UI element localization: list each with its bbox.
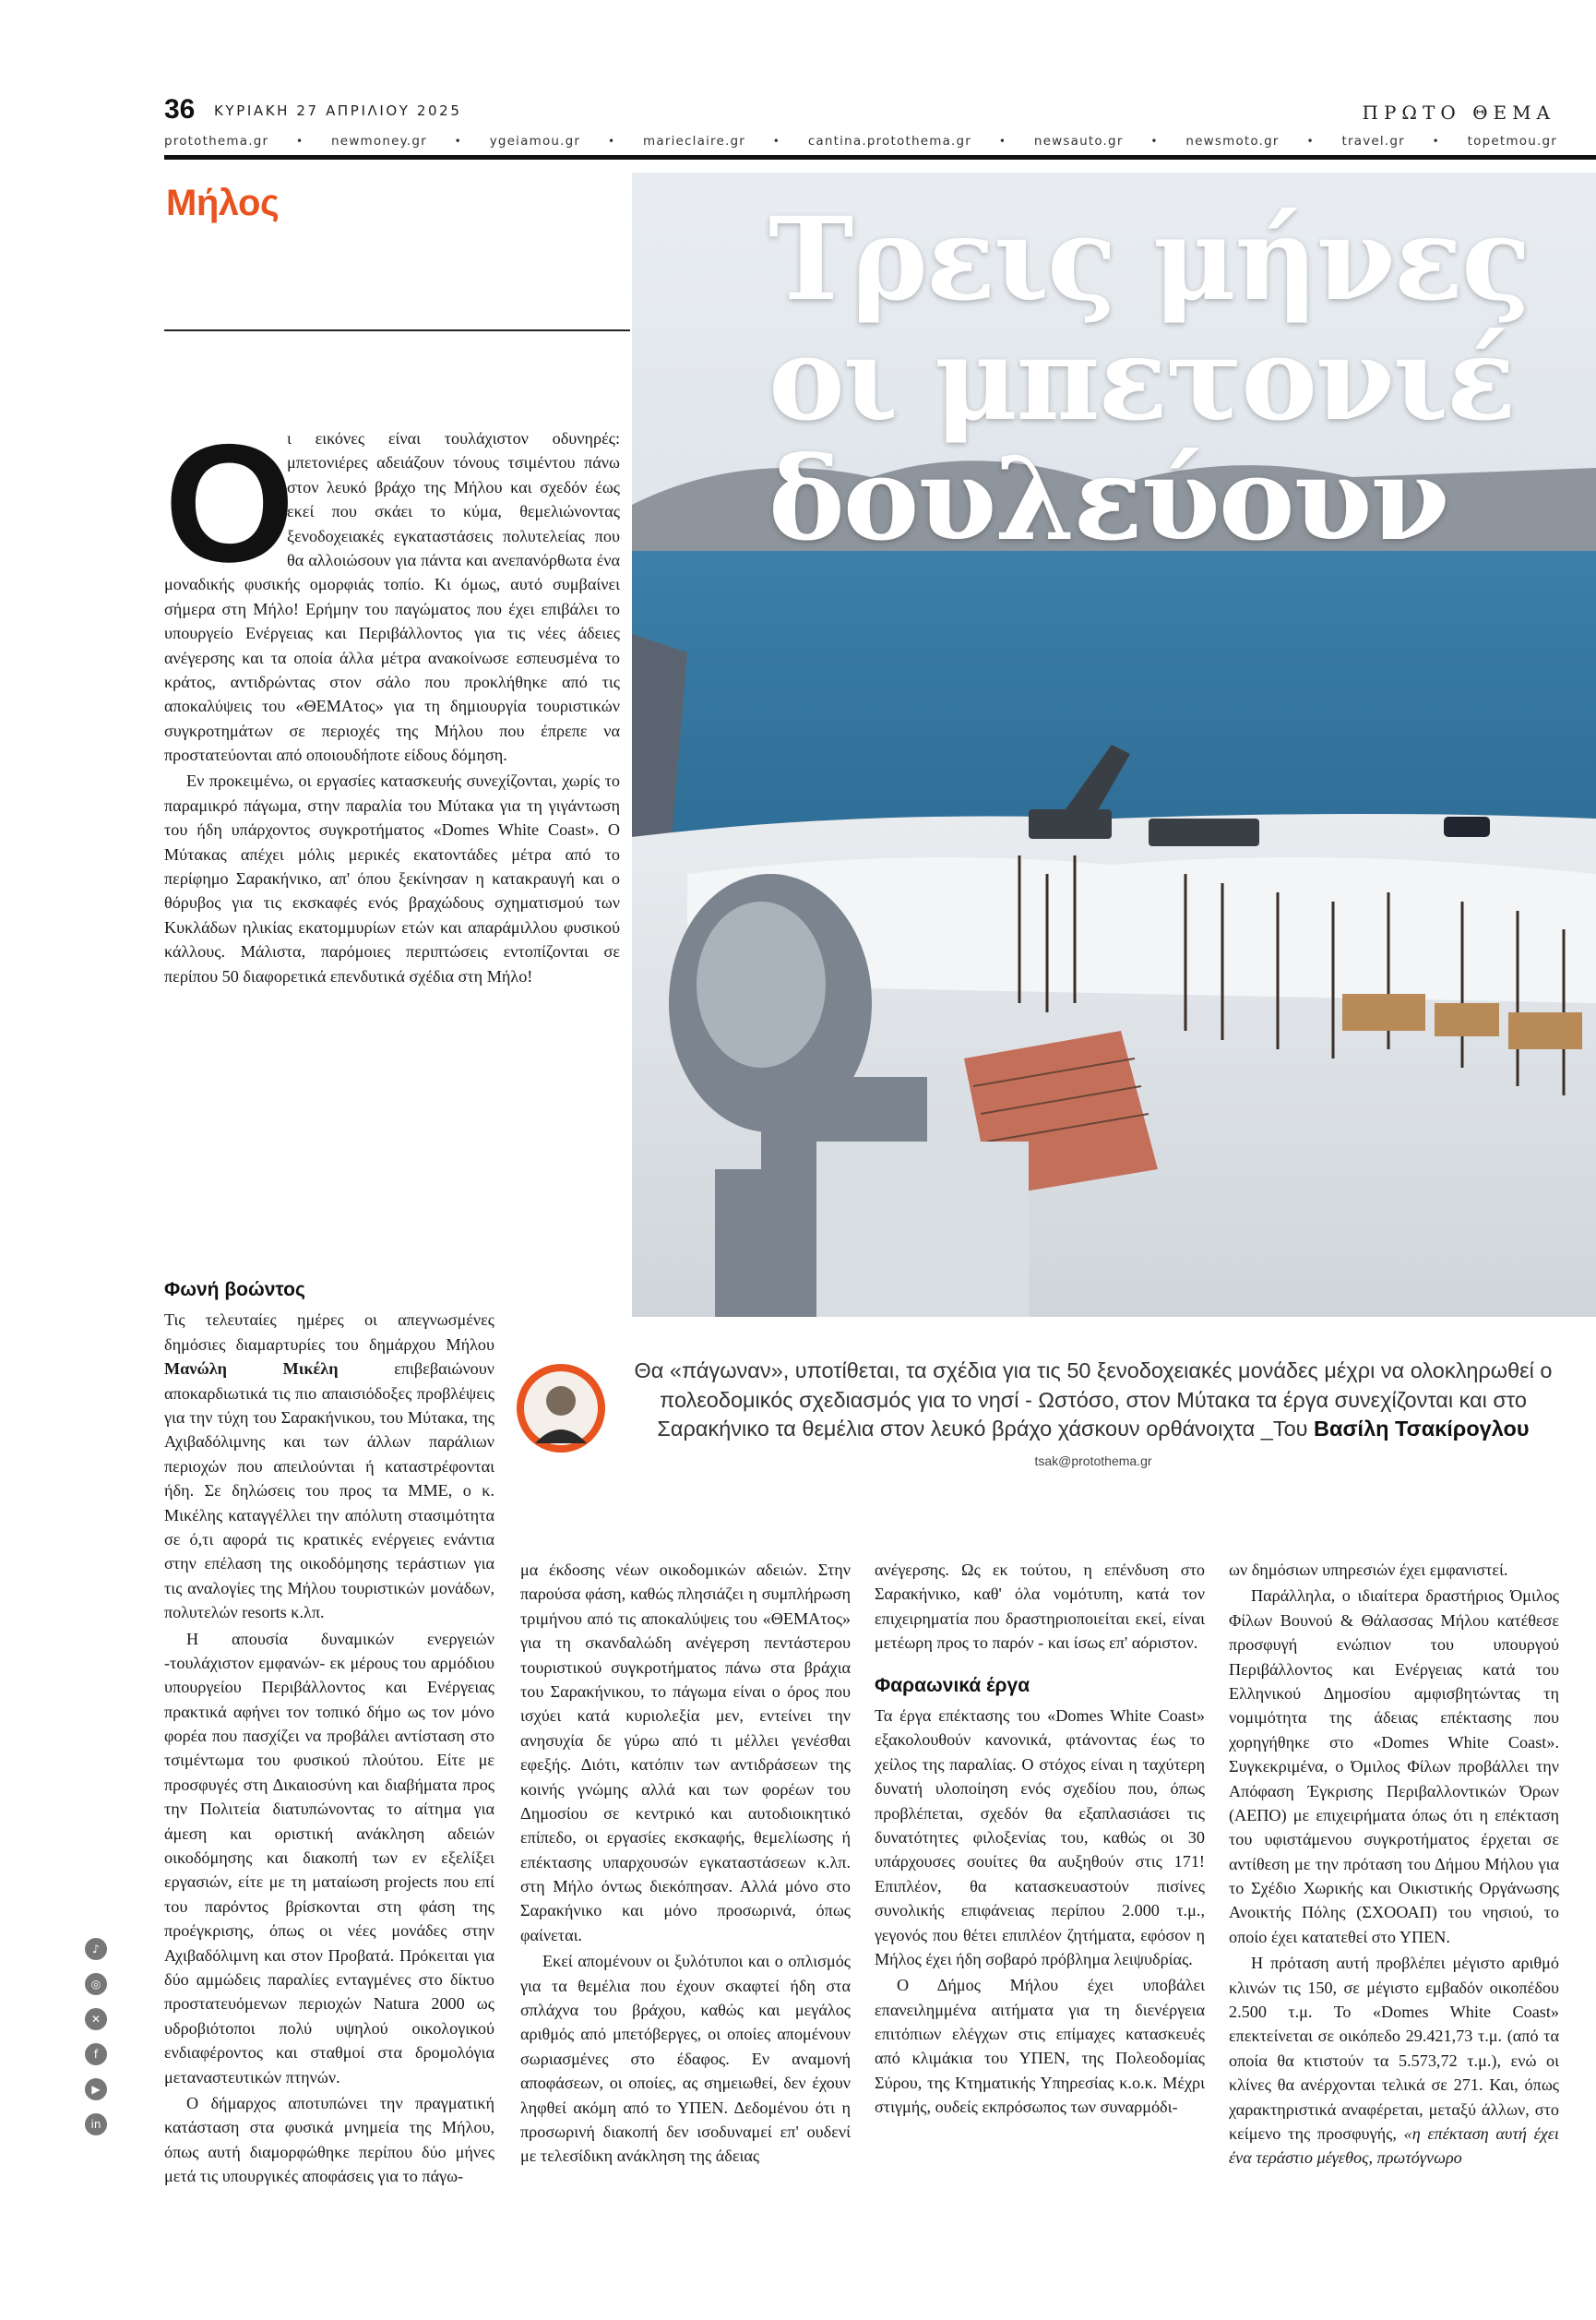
- paragraph: Τα έργα επέκτασης του «Domes White Coast» εξακολουθούν κανονικά, φτάνοντας έως το χείλος της παραλίας. Ο στόχος είναι η ταχύτερη δυνατή υλοποίηση ενός σχεδίου που, όπως προβλέπεται, σχεδόν θα εξαπλασιάσει τις δυνατότητες φιλοξενίας του, καθώς οι 30 υπάρχουσες σουίτες θα αυξηθούν στις 171! Επιπλέον, θα κατασκευαστούν πισίνες συνολικής επιφάνειας περίπου 2.000 τ.μ., γεγονός που θέτει επιπλέον ζητήματα, εφόσον η Μήλος έχει ήδη σοβαρό πρόβλημα λειψυδρίας.: [875, 1706, 1205, 1968]
- paragraph: Ο Δήμος Μήλου έχει υποβάλει επανειλημμένα αιτήματα για τη διενέργεια επιτόπιων ελέγχων στις επίμαχες κατασκευές από κλιμάκια του ΥΠΕΝ, της Πολεοδομίας Σύρου, της Κτηματικής Υπηρεσίας κ.ο.κ. Μέχρι στιγμής, ουδείς εκπρόσωπος των συναρμόδι-: [875, 1976, 1205, 2117]
- site-links-bar: protothema.gr • newmoney.gr • ygeiamou.gr • marieclaire.gr • cantina.protothema.gr • newsauto.gr • newsmoto.gr • travel.gr • topetmou.gr: [164, 134, 1557, 149]
- article-column-3: [875, 1558, 1205, 2122]
- paragraph: μα έκδοσης νέων οικοδομικών αδειών. Στην παρούσα φάση, καθώς πλησιάζει η συμπλήρωση τριμήνου από τις αποκαλύψεις του «ΘΕΜΑτος» για τη σκανδαλώδη ανέγερση πεντάστερου τουριστικού συγκροτήματος πάνω στα βράχια του Σαρακήνικου, το πάγωμα είναι ο όρος που ισχύει κατά κυριολεξία μεν, εντείνει την ανησυχία δε γύρω από τι μέλλει γενέσθαι εφεξής. Διότι, κατόπιν των αντιδράσεων της κοινής γνώμης αλλά και των φορέων του Δημοσίου σε κεντρικό και αυτοδιοικητικό επίπεδο, οι εργασίες εκσκαφής, θεμελίωσης ή επέκτασης υπαρχουσών εγκαταστάσεων κ.λπ. στη Μήλο όντως διεκόπησαν. Αλλά μόνο στο Σαρακήνικο και μόνο προσωρινά, όπως φαίνεται.: [520, 1561, 851, 1944]
- paragraph: Παράλληλα, ο ιδιαίτερα δραστήριος Όμιλος Φίλων Βουνού & Θάλασσας Μήλου κατέθεσε προσφυγή ενώπιον του υπουργού Περιβάλλοντος και Ενέργειας κατά του Ελληνικού Δημοσίου αμφισβητώντας τη νομιμότητα της άδειας επέκτασης που χορηγήθηκε στο «Domes White Coast». Συγκεκριμένα, ο Όμιλος Φίλων προβάλλει την Απόφαση Έγκρισης Περιβαλλοντικών Όρων (ΑΕΠΟ) με επιχειρήματα όπως ότι η επέκταση του υφιστάμενου συγκροτήματος έρχεται σε αντίθεση με την πρόταση του Δήμου Μήλου για το Σχέδιο Χωρικής και Οικιστικής Οργάνωσης Ανοικτής Πόλης (ΣΧΟΟΑΠ) του νησιού, το οποίο έχει κατατεθεί στο ΥΠΕΝ.: [1229, 1586, 1559, 1946]
- article-column-4: [1229, 1558, 1559, 2172]
- author-avatar: [517, 1364, 605, 1453]
- headline-line-3: δουλεύουν: [768, 433, 1448, 568]
- section-rule: [164, 329, 630, 331]
- site-link[interactable]: newmoney.gr: [331, 134, 427, 149]
- paragraph: Εκεί απομένουν οι ξυλότυποι και ο οπλισμός για τα θεμέλια που έχουν σκαφτεί ήδη στα σπλάχνα του βράχου, καθώς και μεγάλος αριθμός από μπετόβεργες, οι οποίες απομένουν σωριασμένες στο έδαφος. Εν αναμονή αποφάσεων, οι οποίες, ας σημειωθεί, δεν έχουν ληφθεί ακόμη από το ΥΠΕΝ. Δεδομένου ότι η προσωρινή διακοπή δεν ισοδυναμεί επ' ουδενί με τελεσίδικη ανάκληση της άδειας: [520, 1952, 851, 2166]
- site-link[interactable]: travel.gr: [1341, 134, 1405, 149]
- paragraph: Η πρόταση αυτή προβλέπει μέγιστο αριθμό κλινών τις 150, σε μέγιστο εμβαδόν οικοπέδου 2.500 τ.μ. Το «Domes White Coast» επεκτείνεται σε οικόπεδο 29.421,73 τ.μ. (από τα οποία θα κτιστούν τα 5.573,72 τ.μ.), ενώ οι κλίνες θα ανέρχονται τελικά σε 271. Και, όπως χαρακτηριστικά αναφέρεται, μεταξύ άλλων, στο κείμενο της προσφυγής, «η επέκταση αυτή έχει ένα τεράστιο μέγεθος, πρωτόγνωρο: [1229, 1954, 1559, 2168]
- article-column-1-lower: [164, 1260, 494, 2191]
- site-link[interactable]: cantina.protothema.gr: [807, 134, 972, 149]
- masthead: [164, 92, 1596, 129]
- deck-text: Θα «πάγωναν», υποτίθεται, τα σχέδια για τις 50 ξενοδοχειακές μονάδες μέχρι να ολοκληρωθεί ο πολεοδομικός σχεδιασμός για το νησί - Ωστόσο, στον Μύτακα τα έργα συνεχίζονται και στο Σαρακήνικο τα θεμέλια στον λευκό βράχο χάσκουν ορθάνοιχτα: [634, 1358, 1553, 1441]
- social-icons: [85, 1938, 109, 2148]
- masthead-rule: [164, 155, 1596, 160]
- subheading: Φαραωνικά έργα: [875, 1674, 1030, 1696]
- x-icon[interactable]: ✕: [85, 2008, 107, 2030]
- quote-text: «η επέκταση αυτή έχει ένα τεράστιο μέγεθος, πρωτόγνωρο: [1229, 2123, 1559, 2168]
- headline-line-2: οι μπετονιέ: [768, 313, 1515, 448]
- deck-area: [517, 1357, 1596, 1495]
- article-column-2: [520, 1558, 851, 2171]
- tiktok-icon[interactable]: ♪: [85, 1938, 107, 1960]
- subheading: Φωνή βοώντος: [164, 1279, 305, 1300]
- article-deck: [632, 1357, 1554, 1474]
- paragraph: ι εικόνες είναι τουλάχιστον οδυνηρές: μπετονιέρες αδειάζουν τόνους τσιμέντου πάνω στον λευκό βράχο της Μήλου και σχεδόν έως εκεί που σκάει το κύμα, θεμελιώνοντας ξενοδοχειακές εγκαταστάσεις πολυτελείας που θα αλλοιώσουν για πάντα και ανεπανόρθωτα ένα μοναδικής φυσικής ομορφιάς τοπίο. Κι όμως, αυτό συμβαίνει σήμερα στη Μήλο! Ερήμην του παγώματος που έχει επιβάλει το υπουργείο Ενέργειας και Περιβάλλοντος για τις νέες άδειες ανέγερσης και τα οποία άλλα μέτρα ανακοίνωσε εσπευσμένα το κράτος, αντιδρώντας στον σάλο που προκλήθηκε από τις αποκαλύψεις του «ΘΕΜΑτος» για τη δημιουργία τουριστικών συγκροτημάτων σε περιοχές της Μήλου που έπρεπε να προστατεύονται από οποιουδήποτε είδους δόμηση.: [164, 429, 620, 765]
- page-number: 36: [164, 94, 196, 125]
- paragraph: ων δημόσιων υπηρεσιών έχει εμφανιστεί.: [1229, 1561, 1508, 1579]
- author-name: Βασίλη Τσακίρογλου: [1314, 1417, 1530, 1441]
- paragraph: Τις τελευταίες ημέρες οι απεγνωσμένες δημόσιες διαμαρτυρίες του δημάρχου Μήλου Μανώλη Μικέλη επιβεβαιώνουν αποκαρδιωτικά τις πιο απαισιόδοξες προβλέψεις για την τύχη του Σαρακήνικου, του Μύτακα, της Αχιβαδόλιμνης και των άλλων παράλιων περιοχών που απειλούνται ή καταστρέφονται ήδη. Σε δηλώσεις του προς τα ΜΜΕ, ο κ. Μικέλης καταγγέλλει την απόλυτη στασιμότητα σε ό,τι αφορά τις κρατικές ενέργειες ενάντια στην επέλαση της οικοδόμησης τεράστιων για τις αναλογίες της Μήλου τουριστικών μονάδων, πολυτελών resorts κ.λπ.: [164, 1310, 495, 1622]
- instagram-icon[interactable]: ◎: [85, 1973, 107, 1995]
- site-link[interactable]: newsauto.gr: [1033, 134, 1124, 149]
- paragraph: Εν προκειμένω, οι εργασίες κατασκευής συνεχίζονται, χωρίς το παραμικρό πάγωμα, στην παραλία του Μύτακα για τη γιγάντωση του ήδη υπάρχοντος συγκροτήματος «Domes White Coast». Ο Μύτακας απέχει μόλις μερικές εκατοντάδες μέτρα από το περίφημο Σαρακήνικο, απ' όπου ξεκίνησαν η κατακραυγή και ο θόρυβος για τις εκσκαφές ενός βραχώδους σχηματισμού των Κυκλάδων ηλικίας εκατομμυρίων ετών και απαράμιλλου φυσικού κάλλους. Μάλιστα, παρόμοιες περιπτώσεις εντοπίζονται σε περίπου 50 διαφορετικά επενδυτικά σχέδια στη Μήλο!: [164, 771, 620, 986]
- section-label: Μήλος: [166, 183, 280, 223]
- site-link[interactable]: marieclaire.gr: [643, 134, 745, 149]
- youtube-icon[interactable]: ▶: [85, 2078, 107, 2100]
- author-portrait-icon: [517, 1364, 605, 1453]
- hero-photo: [632, 173, 1596, 1317]
- site-link[interactable]: protothema.gr: [164, 134, 269, 149]
- site-link[interactable]: newsmoto.gr: [1185, 134, 1280, 149]
- mayor-name: Μανώλη Μικέλη: [164, 1359, 339, 1379]
- article-column-1: [164, 409, 620, 990]
- paper-name: ΠΡΩΤΟ ΘΕΜΑ: [1362, 102, 1555, 124]
- site-link[interactable]: ygeiamou.gr: [489, 134, 581, 149]
- facebook-icon[interactable]: f: [85, 2043, 107, 2065]
- linkedin-icon[interactable]: in: [85, 2113, 107, 2135]
- paragraph: Ο δήμαρχος αποτυπώνει την πραγματική κατάσταση στα φυσικά μνημεία της Μήλου, όπως αυτή διαμορφώθηκε περίπου δύο μήνες μετά τις υπουργικές αποφάσεις για το πάγω-: [164, 2093, 494, 2186]
- site-link[interactable]: topetmou.gr: [1467, 134, 1557, 149]
- paragraph: ανέγερσης. Ως εκ τούτου, η επένδυση στο Σαρακήνικο, καθ' όλα νομότυπη, κατά τον επιχειρηματία που δραστηριοποιείται εκεί, είναι μετέωρη προς το παρόν - και ίσως επ' αόριστον.: [875, 1561, 1205, 1653]
- headline: [768, 193, 1596, 568]
- drop-cap: Ο: [164, 409, 295, 597]
- issue-date: ΚΥΡΙΑΚΗ 27 ΑΠΡΙΛΙΟΥ 2025: [214, 102, 462, 119]
- byline-prefix: _Του: [1255, 1417, 1315, 1441]
- headline-line-1: Τρεις μήνες: [768, 193, 1530, 327]
- author-email: tsak@protothema.gr: [1034, 1453, 1152, 1469]
- paragraph: Η απουσία δυναμικών ενεργειών -τουλάχιστον εμφανών- εκ μέρους του αρμόδιου υπουργείου Περιβάλλοντος και Ενέργειας πρακτικά αφήνει τον τοπικό δήμο ως τον μόνο φορέα που πασχίζει να προβάλει αντίσταση στο τσιμέντωμα του φυσικού πλούτου. Είτε με προσφυγές στη Δικαιοσύνη και διαβήματα προς την Πολιτεία διατυπώνοντας το αίτημα για άμεση και οριστική ανάκληση αδειών οικοδόμησης και διακοπή των εν εξελίξει εργασιών, είτε με τη ματαίωση projects που επί του παρόντος βρίσκονται στη φάση της προέγκρισης, όπως οι νέες μονάδες στην Αχιβαδόλιμνη και στον Προβατά. Πρόκειται για δύο αμμώδεις παραλίες ενταγμένες στο δίκτυο προστατευόμενων περιοχών Natura 2000 ως υδροβιότοποι πολύ υψηλού οικολογικού ενδιαφέροντος και σταθμοί στα δρομολόγια μεταναστευτικών πτηνών.: [164, 1629, 494, 2087]
